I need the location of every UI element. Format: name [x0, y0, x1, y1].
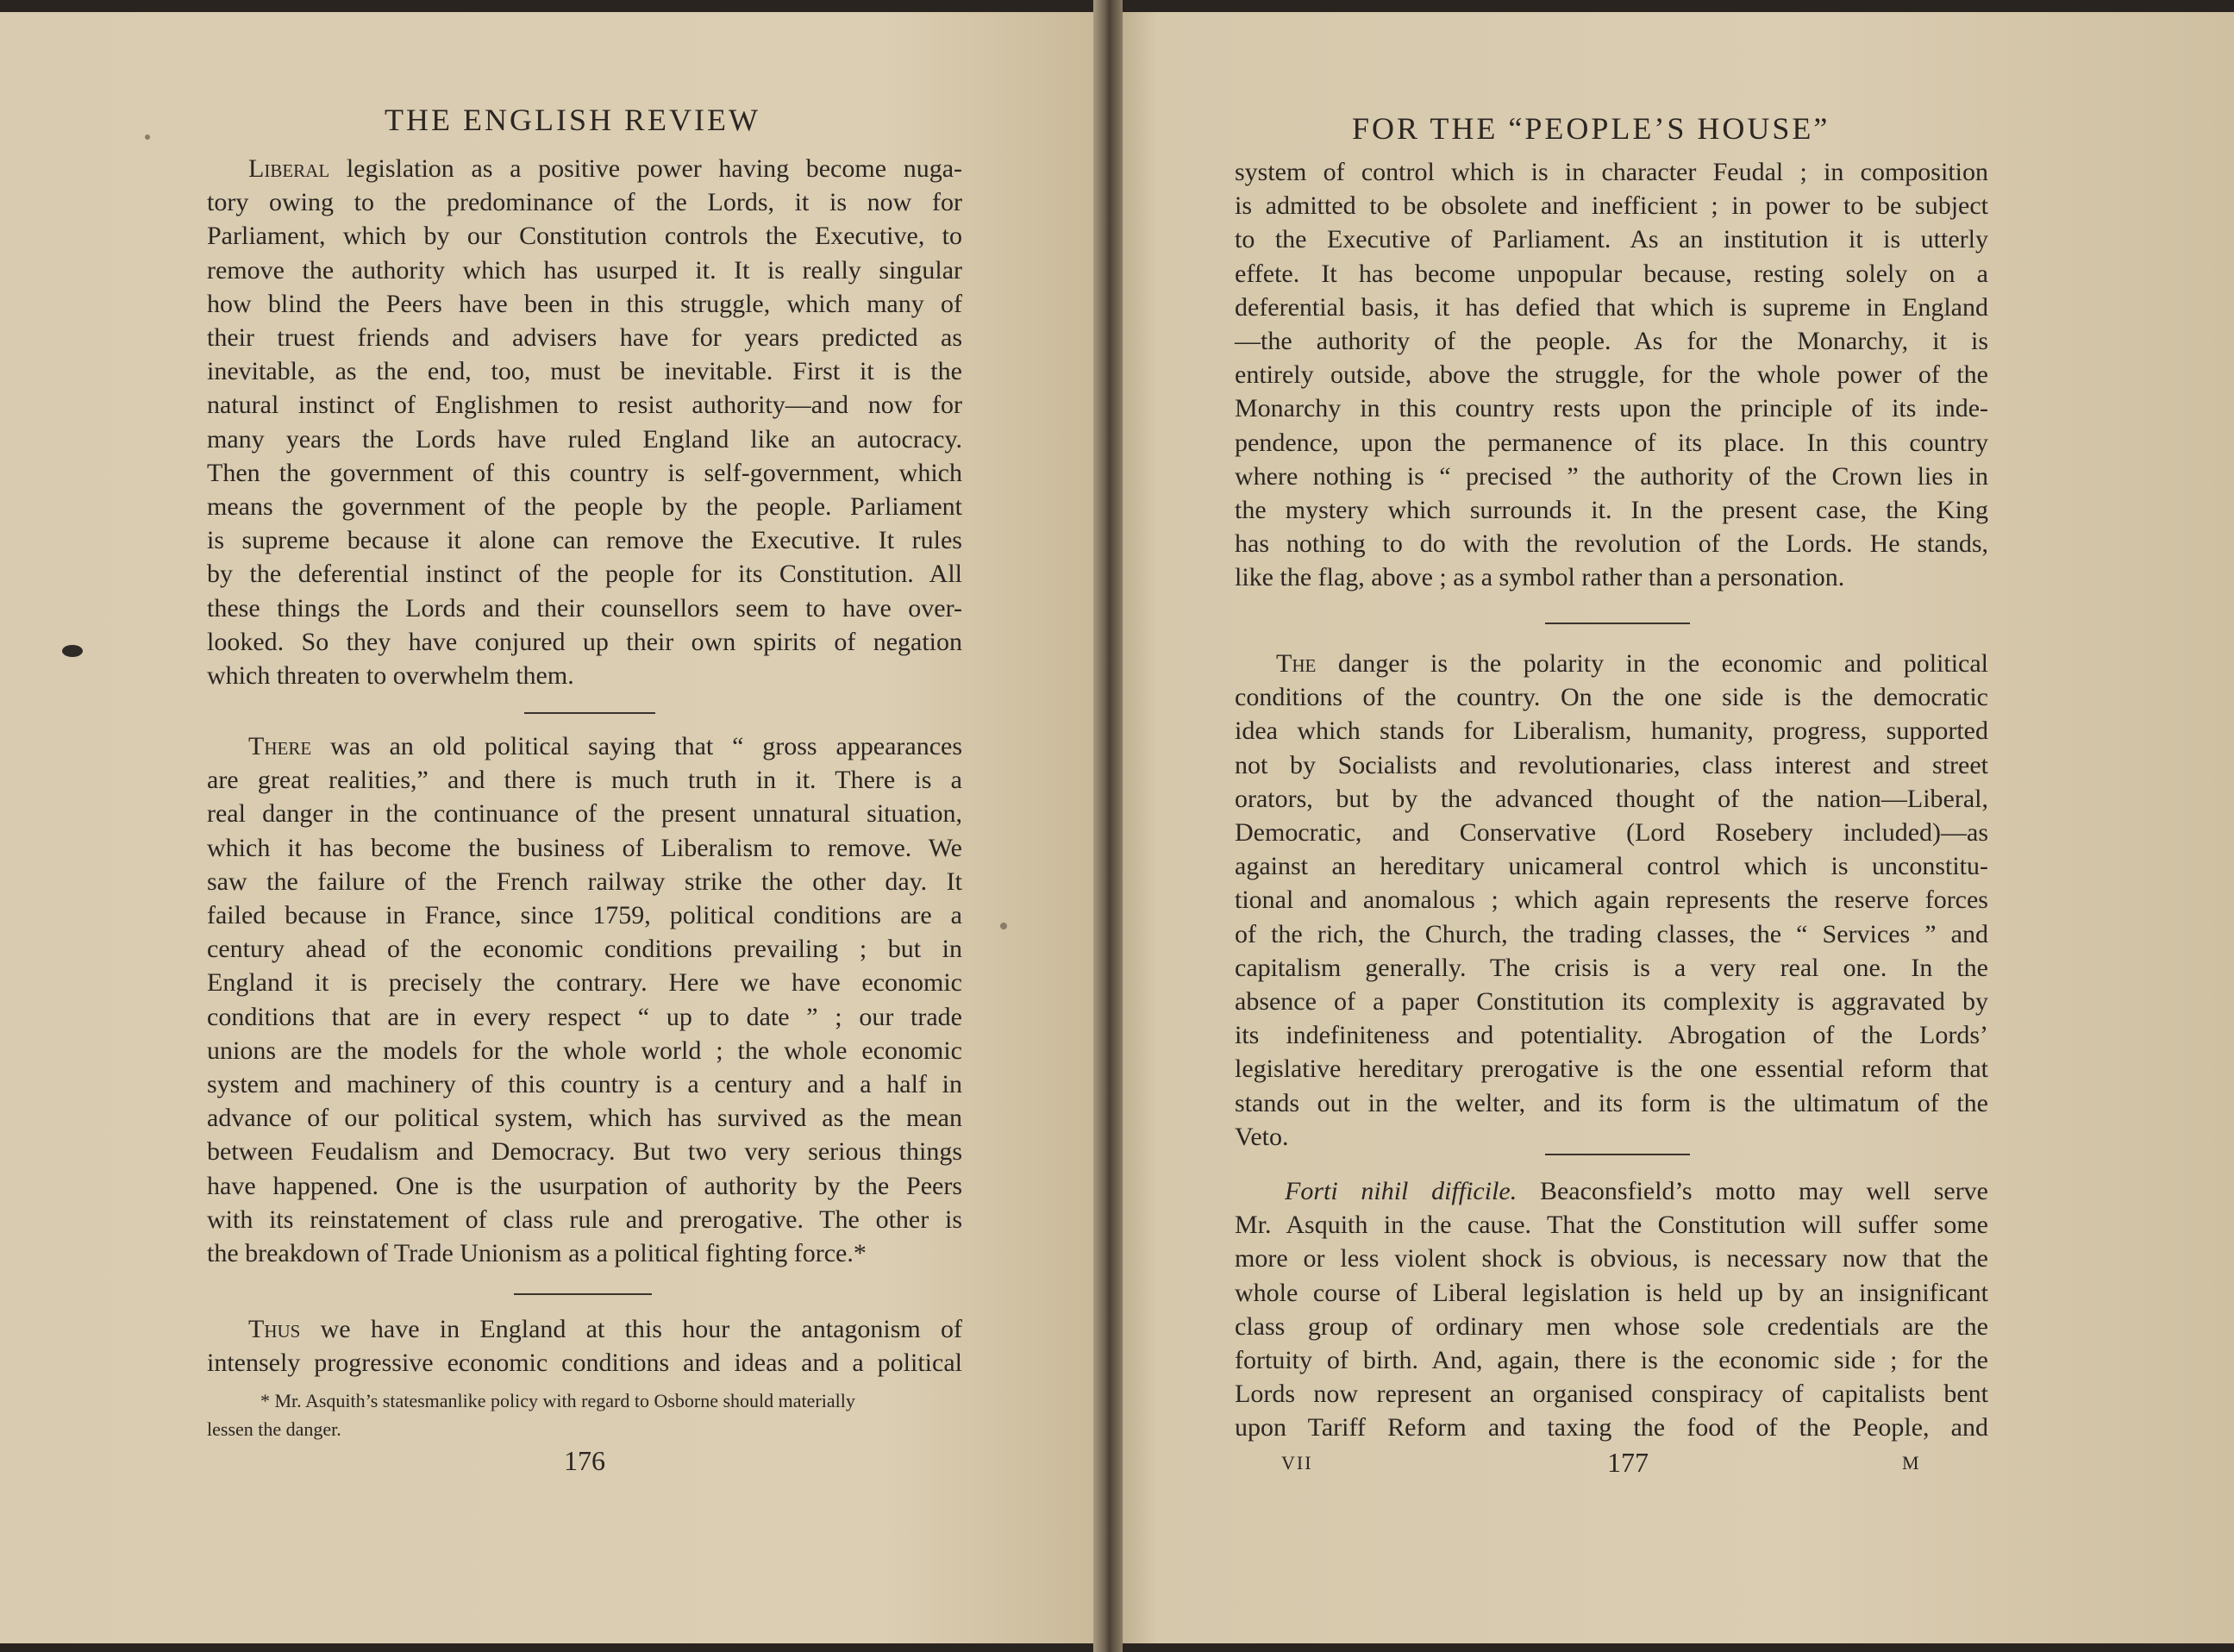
- text-line: [1235, 358, 1988, 391]
- line-text: upon Tariff Reform and taxing the food of the People, and: [1235, 1413, 1988, 1442]
- small-caps-lead: Liberal: [248, 154, 330, 183]
- line-text: orators, but by the advanced thought of the nation—Liberal,: [1235, 784, 1988, 813]
- line-text: capitalism generally. The crisis is a very real one. In the: [1235, 953, 1988, 982]
- text-line: [207, 932, 962, 966]
- line-text: its indefiniteness and potentiality. Abrogation of the Lords’: [1235, 1021, 1988, 1050]
- text-line: [1235, 324, 1988, 358]
- text-line: [207, 219, 962, 253]
- line-text: Lords now represent an organised conspiracy of capitalists bent: [1235, 1380, 1988, 1409]
- text-line: [1235, 680, 1988, 714]
- text-line: [1235, 951, 1988, 985]
- right-page-number: 177: [1607, 1447, 1649, 1478]
- text-line: [1235, 426, 1988, 460]
- line-text: system and machinery of this country is a century and a half in: [207, 1070, 962, 1099]
- text-line: [207, 557, 962, 591]
- small-caps-lead: There: [248, 732, 312, 760]
- line-text: more or less violent shock is obvious, is necessary now that the: [1235, 1244, 1988, 1273]
- line-text: class group of ordinary men whose sole credentials are the: [1235, 1311, 1988, 1341]
- text-line: [207, 1034, 962, 1067]
- paper-speck: [1000, 923, 1007, 929]
- line-text: fortuity of birth. And, again, there is the economic side ; for the: [1235, 1346, 1988, 1375]
- text-line: [1235, 1377, 1988, 1411]
- section-rule: [524, 712, 655, 714]
- line-text: saw the failure of the French railway strike the other day. It: [207, 867, 962, 896]
- text-line: [207, 625, 962, 659]
- text-line: [207, 865, 962, 898]
- text-line: [207, 490, 962, 523]
- text-line: [1235, 1208, 1988, 1242]
- text-line: [207, 1067, 962, 1101]
- text-line: [207, 253, 962, 287]
- line-text: Beaconsfield’s motto may well serve: [1539, 1177, 1989, 1205]
- line-text: Then the government of this country is self-government, which: [207, 458, 962, 487]
- text-line: [1235, 917, 1988, 951]
- text-line: [1235, 257, 1988, 291]
- text-line: [207, 287, 962, 321]
- text-line: [207, 422, 962, 456]
- line-text: of the rich, the Church, the trading classes, the “ Services ” and: [1235, 919, 1988, 948]
- line-text: between Feudalism and Democracy. But two very serious things: [207, 1137, 962, 1167]
- line-text: failed because in France, since 1759, political conditions are a: [207, 901, 962, 930]
- right-running-head: FOR THE “PEOPLE’S HOUSE”: [1352, 111, 1830, 146]
- text-line: [207, 185, 962, 219]
- text-line: [207, 321, 962, 354]
- right-paragraph-1: [1235, 155, 1988, 595]
- text-line: [1235, 1343, 1988, 1377]
- line-text: —the authority of the people. As for the Monarchy, it is: [1235, 327, 1988, 356]
- line-text: like the flag, above ; as a symbol rather than a personation.: [1235, 563, 1845, 592]
- line-text: means the government of the people by the people. Parliament: [207, 492, 962, 522]
- text-line: [1235, 460, 1988, 493]
- signature-mark-right: M: [1902, 1452, 1921, 1474]
- line-text: which it has become the business of Liberalism to remove. We: [207, 833, 962, 862]
- text-line: [1235, 527, 1988, 560]
- text-line: [1235, 985, 1988, 1018]
- line-text: these things the Lords and their counsellors seem to have over-: [207, 593, 962, 623]
- text-line: [207, 1203, 962, 1236]
- text-line: [207, 966, 962, 999]
- text-line: [1235, 748, 1988, 782]
- line-text: stands out in the welter, and its form is the ultimatum of the: [1235, 1088, 1988, 1117]
- line-text: was an old political saying that “ gross appearances: [330, 732, 962, 760]
- line-text: system of control which is in character Feudal ; in composition: [1235, 158, 1988, 186]
- text-line: [207, 1169, 962, 1203]
- line-text: the breakdown of Trade Unionism as a political fighting force.*: [207, 1239, 867, 1268]
- line-text: danger is the polarity in the economic and political: [1337, 649, 1988, 678]
- line-text: tory owing to the predominance of the Lords, it is now for: [207, 188, 962, 217]
- text-line: [1235, 1052, 1988, 1086]
- left-paragraph-2: [207, 729, 962, 1270]
- right-paragraph-3: [1235, 1174, 1988, 1445]
- line-text: legislation as a positive power having become nuga-: [346, 154, 962, 183]
- line-text: conditions that are in every respect “ up to date ” ; our trade: [207, 1002, 962, 1031]
- line-text: we have in England at this hour the antagonism of: [320, 1315, 963, 1343]
- line-text: not by Socialists and revolutionaries, class interest and street: [1235, 750, 1988, 779]
- text-line: [1235, 189, 1988, 222]
- text-line: [1235, 1018, 1988, 1052]
- text-line: [1235, 849, 1988, 883]
- line-text: Parliament, which by our Constitution controls the Executive, to: [207, 222, 962, 251]
- ink-blot: [62, 645, 83, 657]
- text-line: [207, 729, 962, 763]
- text-line: [207, 591, 962, 625]
- line-text: their truest friends and advisers have for years predicted as: [207, 323, 962, 353]
- line-text: are great realities,” and there is much truth in it. There is a: [207, 766, 962, 795]
- line-text: which threaten to overwhelm them.: [207, 661, 574, 691]
- text-line: [207, 1135, 962, 1168]
- text-line: [1235, 222, 1988, 256]
- line-text: by the deferential instinct of the people for its Constitution. All: [207, 560, 962, 589]
- right-paragraph-2: [1235, 647, 1988, 1154]
- text-line: [1235, 391, 1988, 425]
- line-text: against an hereditary unicameral control which is unconstitu-: [1235, 852, 1988, 881]
- book-gutter: [1093, 0, 1123, 1652]
- text-line: [207, 1000, 962, 1034]
- line-text: real danger in the continuance of the present unnatural situation,: [207, 799, 962, 829]
- line-text: England it is precisely the contrary. Here we have economic: [207, 968, 962, 998]
- text-line: [1235, 560, 1988, 594]
- line-text: with its reinstatement of class rule and prerogative. The other is: [207, 1205, 962, 1234]
- text-line: [207, 388, 962, 422]
- text-line: [1235, 1086, 1988, 1120]
- text-line: [207, 659, 962, 692]
- text-line: [1235, 1310, 1988, 1343]
- line-text: inevitable, as the end, too, must be inevitable. First it is the: [207, 357, 962, 386]
- italic-motto: Forti nihil difficile.: [1285, 1177, 1517, 1205]
- line-text: unions are the models for the whole world ; the whole economic: [207, 1036, 962, 1065]
- line-text: the mystery which surrounds it. In the present case, the King: [1235, 496, 1988, 525]
- text-line: [1235, 883, 1988, 917]
- text-line: [207, 523, 962, 557]
- line-text: many years the Lords have ruled England like an autocracy.: [207, 424, 962, 454]
- text-line: [1235, 1120, 1988, 1154]
- signature-mark-left: VII: [1281, 1452, 1313, 1474]
- text-line: [1235, 816, 1988, 849]
- small-caps-lead: Thus: [248, 1315, 301, 1343]
- left-paragraph-1: [207, 152, 962, 692]
- text-line: [207, 1236, 962, 1270]
- line-text: has nothing to do with the revolution of the Lords. He stands,: [1235, 529, 1988, 559]
- text-line: [1235, 155, 1988, 189]
- line-text: legislative hereditary prerogative is the one essential reform that: [1235, 1054, 1988, 1084]
- section-rule: [514, 1293, 652, 1295]
- text-line: [1235, 1276, 1988, 1310]
- left-page-number: 176: [564, 1445, 605, 1476]
- line-text: remove the authority which has usurped it. It is really singular: [207, 255, 962, 285]
- section-rule: [1545, 1154, 1690, 1155]
- footnote-line: lessen the danger.: [207, 1418, 341, 1440]
- line-text: Democratic, and Conservative (Lord Rosebery included)—as: [1235, 818, 1988, 848]
- line-text: natural instinct of Englishmen to resist authority—and now for: [207, 391, 962, 420]
- text-line: [1235, 714, 1988, 748]
- line-text: to the Executive of Parliament. As an institution it is utterly: [1235, 225, 1988, 254]
- line-text: whole course of Liberal legislation is held up by an insignificant: [1235, 1278, 1988, 1307]
- line-text: tional and anomalous ; which again represents the reserve forces: [1235, 885, 1988, 915]
- text-line: [207, 797, 962, 830]
- line-text: century ahead of the economic conditions prevailing ; but in: [207, 935, 962, 964]
- footnote-line: * Mr. Asquith’s statesmanlike policy with regard to Osborne should materially: [260, 1390, 855, 1411]
- text-line: [207, 354, 962, 388]
- line-text: effete. It has become unpopular because, resting solely on a: [1235, 259, 1988, 288]
- text-line: [1235, 1411, 1988, 1444]
- line-text: pendence, upon the permanence of its place. In this country: [1235, 428, 1988, 457]
- text-line: [207, 1312, 962, 1346]
- line-text: is admitted to be obsolete and inefficient ; in power to be subject: [1235, 191, 1988, 221]
- line-text: advance of our political system, which has survived as the mean: [207, 1104, 962, 1133]
- paper-speck: [145, 135, 150, 140]
- line-text: Mr. Asquith in the cause. That the Constitution will suffer some: [1235, 1211, 1988, 1240]
- line-text: Veto.: [1235, 1122, 1289, 1151]
- line-text: is supreme because it alone can remove the Executive. It rules: [207, 526, 962, 555]
- left-running-head: THE ENGLISH REVIEW: [385, 103, 760, 137]
- line-text: conditions of the country. On the one side is the democratic: [1235, 683, 1988, 712]
- line-text: how blind the Peers have been in this struggle, which many of: [207, 289, 962, 318]
- section-rule: [1545, 623, 1690, 624]
- text-line: [207, 1346, 962, 1380]
- text-line: [1235, 291, 1988, 324]
- small-caps-lead: The: [1276, 649, 1317, 678]
- line-text: intensely progressive economic conditions and ideas and a political: [207, 1349, 962, 1378]
- left-footnote: [207, 1386, 966, 1443]
- left-paragraph-3: [207, 1312, 962, 1380]
- line-text: idea which stands for Liberalism, humanity, progress, supported: [1235, 716, 1988, 746]
- text-line: [1235, 647, 1988, 680]
- line-text: where nothing is “ precised ” the authority of the Crown lies in: [1235, 461, 1988, 491]
- line-text: have happened. One is the usurpation of authority by the Peers: [207, 1171, 962, 1200]
- text-line: [207, 152, 962, 185]
- text-line: [207, 456, 962, 490]
- text-line: [1235, 782, 1988, 816]
- text-line: [1235, 1174, 1988, 1208]
- text-line: [1235, 493, 1988, 527]
- line-text: looked. So they have conjured up their own spirits of negation: [207, 627, 962, 656]
- text-line: [207, 1101, 962, 1135]
- text-line: [207, 898, 962, 932]
- text-line: [207, 763, 962, 797]
- line-text: entirely outside, above the struggle, for the whole power of the: [1235, 360, 1988, 390]
- line-text: Monarchy in this country rests upon the principle of its inde-: [1235, 394, 1988, 423]
- line-text: absence of a paper Constitution its complexity is aggravated by: [1235, 987, 1988, 1017]
- text-line: [207, 831, 962, 865]
- line-text: deferential basis, it has defied that which is supreme in England: [1235, 292, 1988, 322]
- text-line: [1235, 1242, 1988, 1275]
